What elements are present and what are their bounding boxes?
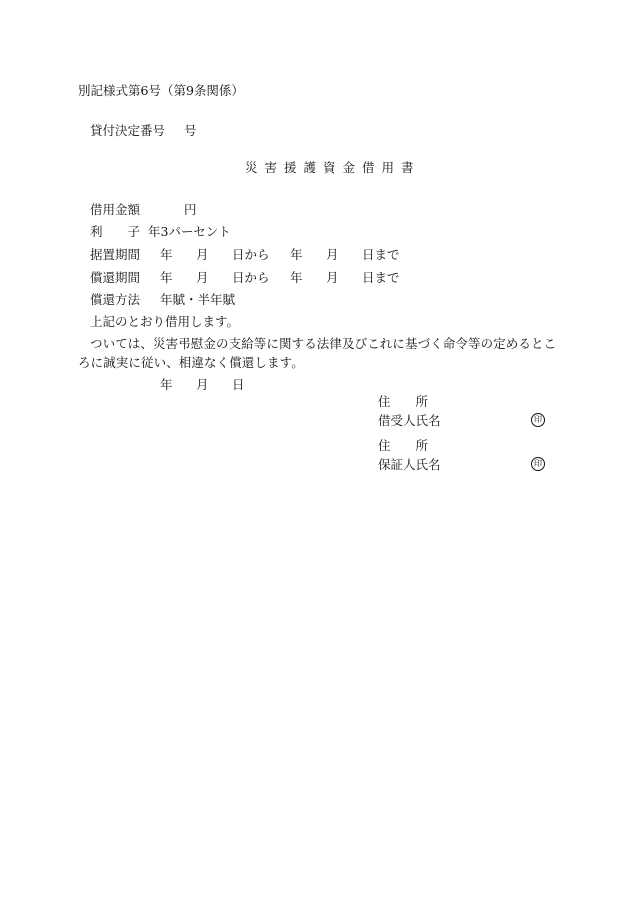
repay-end-month: 月: [326, 270, 339, 285]
grace-end-year: 年: [290, 247, 303, 262]
borrower-name-label: 借受人氏名: [378, 413, 441, 428]
repayment-method-label: 償還方法: [90, 292, 141, 307]
borrower-address-label: 住 所: [378, 394, 429, 409]
date-day: 日: [232, 377, 245, 392]
interest-label: 利 子: [90, 224, 141, 239]
repayment-period-label: 償還期間: [90, 270, 141, 285]
repay-start-month: 月: [196, 270, 209, 285]
amount-label: 借用金額: [90, 202, 141, 217]
grace-period-label: 据置期間: [90, 247, 141, 262]
repay-end-year: 年: [290, 270, 303, 285]
date-year: 年: [160, 377, 173, 392]
repay-start-day: 日から: [232, 270, 270, 285]
borrower-seal-icon: 印: [531, 413, 545, 427]
repay-start-year: 年: [160, 270, 173, 285]
decision-number-label: 貸付決定番号: [90, 123, 166, 138]
repayment-method-value: 年賦・半年賦: [160, 292, 236, 307]
borrow-statement: 上記のとおり借用します。: [90, 314, 240, 329]
decision-number-suffix: 号: [184, 123, 197, 138]
grace-start-day: 日から: [232, 247, 270, 262]
guarantor-name-label: 保証人氏名: [378, 457, 441, 472]
repay-end-day: 日まで: [362, 270, 400, 285]
guarantor-address-label: 住 所: [378, 438, 429, 453]
grace-start-year: 年: [160, 247, 173, 262]
guarantor-seal-icon: 印: [531, 457, 545, 471]
document-title: 災害援護資金借用書: [245, 160, 421, 175]
date-month: 月: [196, 377, 209, 392]
interest-value: 年3パーセント: [148, 224, 231, 239]
amount-unit: 円: [184, 202, 197, 217]
grace-end-month: 月: [326, 247, 339, 262]
grace-end-day: 日まで: [362, 247, 400, 262]
form-reference: 別記様式第6号（第9条関係）: [78, 83, 244, 98]
repayment-pledge: ついては、災害弔慰金の支給等に関する法律及びこれに基づく命令等の定めるところに誠実に従い、相違なく償還します。: [78, 336, 557, 370]
grace-start-month: 月: [196, 247, 209, 262]
